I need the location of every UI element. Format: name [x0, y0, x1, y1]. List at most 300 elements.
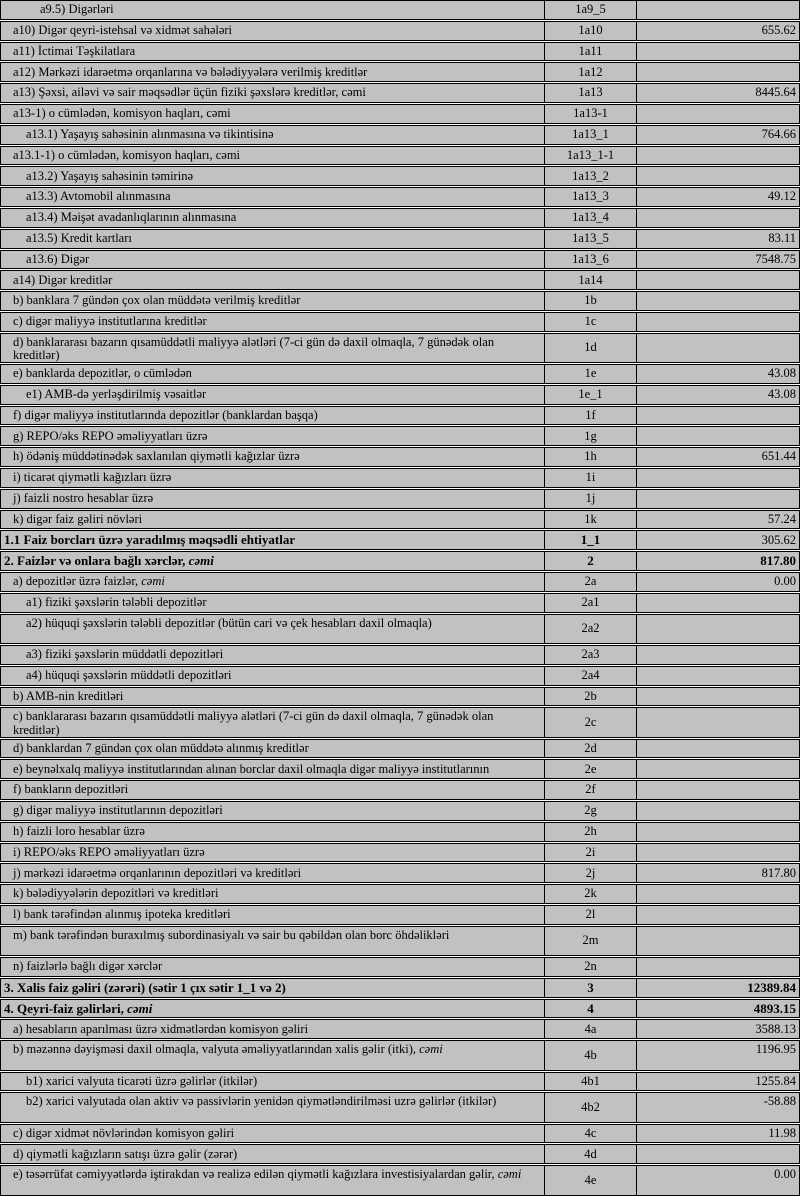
row-value-cell	[637, 333, 800, 363]
row-value-cell	[637, 884, 800, 904]
row-code-cell	[545, 593, 637, 613]
row-label-cell	[0, 270, 545, 290]
row-code-cell	[545, 687, 637, 707]
row-code-cell	[545, 166, 637, 186]
row-label-cell	[0, 447, 545, 467]
row-code: 1g	[584, 428, 597, 443]
row-value: 651.44	[761, 449, 796, 464]
row-code-cell	[545, 104, 637, 124]
row-code-cell	[545, 0, 637, 20]
row-label-cell	[0, 468, 545, 488]
table-row	[0, 843, 800, 863]
row-label-cell	[0, 884, 545, 904]
row-label-cell	[0, 489, 545, 509]
table-row	[0, 551, 800, 571]
row-label-cell	[0, 957, 545, 977]
row-value-cell	[637, 468, 800, 488]
row-code-cell	[545, 312, 637, 332]
row-label: a11) İctimai Təşkilatlara	[13, 43, 136, 58]
row-label-cell	[0, 229, 545, 249]
row-label: c) digər maliyyə institutlarına kreditlər	[13, 314, 207, 329]
table-row	[0, 1092, 800, 1122]
row-value-cell	[637, 312, 800, 332]
row-code: 1_1	[580, 532, 601, 548]
row-label-cell	[0, 593, 545, 613]
table-row	[0, 489, 800, 509]
row-value: 43.08	[767, 366, 796, 381]
row-code-cell	[545, 801, 637, 821]
row-label-cell	[0, 406, 545, 426]
row-value: 49.12	[767, 189, 796, 204]
table-row	[0, 125, 800, 145]
row-label: e) banklarda depozitlər, o cümlədən	[13, 366, 192, 381]
table-row	[0, 62, 800, 82]
row-code: 1a13_1	[572, 126, 609, 141]
row-label: k) bələdiyyələrin depozitləri və kreditləri	[13, 886, 219, 901]
row-code: 1i	[585, 470, 596, 485]
row-label: g) REPO/əks REPO əməliyyatları üzrə	[13, 428, 208, 443]
row-code-cell	[545, 843, 637, 863]
row-label-cell	[0, 104, 545, 124]
row-value-cell	[637, 759, 800, 779]
row-code-cell	[545, 270, 637, 290]
table-row	[0, 229, 800, 249]
row-label: a2) hüquqi şəxslərin tələbli depozitlər (bütün cari və çek hesabları daxil olmaqla)	[26, 615, 432, 630]
row-code: 4b	[584, 1047, 597, 1062]
row-label-cell	[0, 1019, 545, 1039]
row-label: l) bank tərəfindən alınmış ipoteka kreditləri	[13, 907, 231, 922]
row-label-cell	[0, 666, 545, 686]
row-code: 4	[587, 1000, 594, 1016]
row-label: c) banklararası bazarın qısamüddətli maliyyə alətləri (7-ci gün də daxil olmaqla, 7 günədək olan kreditlər)	[13, 709, 494, 737]
row-label-cell	[0, 687, 545, 707]
table-row	[0, 957, 800, 977]
row-label: a13.1) Yaşayış sahəsinin alınmasına və tikintisinə	[26, 126, 274, 141]
row-code-cell	[545, 780, 637, 800]
row-value: 1196.95	[755, 1042, 796, 1057]
row-code: 1a12	[578, 64, 603, 79]
row-label: a13.3) Avtomobil alınmasına	[26, 189, 171, 204]
row-code-cell	[545, 905, 637, 925]
row-label-cell	[0, 426, 545, 446]
row-value-cell	[637, 83, 800, 103]
table-row	[0, 250, 800, 270]
row-label: m) bank tərəfindən buraxılmış subordinasiyalı və sair bu qəbildən olan borc öhdəlikləri	[13, 927, 450, 942]
row-value-cell	[637, 614, 800, 644]
row-label: g) digər maliyyə institutlarının depozitləri	[13, 803, 223, 818]
row-code-cell	[545, 1019, 637, 1039]
row-code: 2h	[584, 823, 597, 838]
row-label-cell	[0, 364, 545, 384]
row-code: 2m	[582, 933, 599, 948]
row-value: 655.62	[761, 22, 796, 37]
row-label-cell	[0, 999, 545, 1019]
row-label: a10) Digər qeyri-istehsal və xidmət sahələri	[13, 22, 233, 37]
row-label: a13-1) o cümlədən, komisyon haqları, cəmi	[13, 106, 231, 121]
row-value: 57.24	[767, 511, 796, 526]
table-row	[0, 801, 800, 821]
row-label: a13.1-1) o cümlədən, komisyon haqları, cəmi	[13, 147, 241, 162]
row-code-cell	[545, 62, 637, 82]
row-code: 2	[587, 553, 594, 569]
row-value-cell	[637, 739, 800, 759]
row-label-cell	[0, 1092, 545, 1122]
row-value-cell	[637, 707, 800, 737]
row-label: d) banklardan 7 gündən çox olan müddətə alınmış kreditlər	[13, 740, 309, 755]
row-label-cell	[0, 208, 545, 228]
row-value: 7548.75	[755, 251, 796, 266]
table-row	[0, 645, 800, 665]
row-value-cell	[637, 1019, 800, 1039]
row-label-cell	[0, 530, 545, 550]
row-label: j) faizli nostro hesablar üzrə	[13, 490, 154, 505]
row-value-cell	[637, 187, 800, 207]
row-label-cell	[0, 739, 545, 759]
row-label: a) hesabların aparılması üzrə xidmətlərdən komisyon gəliri	[13, 1021, 309, 1036]
table-row	[0, 884, 800, 904]
row-code: 1e	[584, 366, 597, 381]
row-code-cell	[545, 208, 637, 228]
row-value: 1255.84	[755, 1073, 796, 1088]
row-code-cell	[545, 42, 637, 62]
table-row	[0, 333, 800, 363]
row-code: 2i	[585, 844, 596, 859]
row-label-cell	[0, 21, 545, 41]
row-label-cell	[0, 510, 545, 530]
row-code: 1k	[584, 511, 597, 526]
row-value: 4893.15	[753, 1000, 796, 1016]
row-label-cell	[0, 125, 545, 145]
row-value-cell	[637, 1072, 800, 1092]
row-value-cell	[637, 229, 800, 249]
row-label: a13) Şəxsi, ailəvi və sair məqsədlər üçün fiziki şəxslərə kreditlər, cəmi	[13, 85, 366, 100]
row-code-cell	[545, 551, 637, 571]
table-row	[0, 146, 800, 166]
row-value: 0.00	[774, 1167, 796, 1182]
table-row	[0, 614, 800, 644]
row-value-cell	[637, 593, 800, 613]
row-value-cell	[637, 166, 800, 186]
row-code: 2n	[584, 959, 597, 974]
row-code: 4d	[584, 1146, 597, 1161]
row-value-cell	[637, 146, 800, 166]
row-value-cell	[637, 645, 800, 665]
row-label-cell	[0, 843, 545, 863]
row-value-cell	[637, 687, 800, 707]
row-code: 1a9_5	[575, 2, 606, 17]
row-code: 1a11	[578, 43, 603, 58]
row-code: 2j	[585, 865, 596, 880]
row-label: b) AMB-nin kreditləri	[13, 688, 124, 703]
row-code-cell	[545, 978, 637, 998]
row-value: 11.98	[768, 1125, 796, 1140]
row-code: 1a13_4	[572, 210, 609, 225]
row-code: 1a13_5	[572, 230, 609, 245]
table-row	[0, 21, 800, 41]
row-code-cell	[545, 1124, 637, 1144]
row-label-cell	[0, 707, 545, 737]
table-row	[0, 863, 800, 883]
row-code: 1a13_1-1	[566, 147, 615, 162]
row-value: 12389.84	[747, 979, 796, 995]
row-value-cell	[637, 666, 800, 686]
row-label: e1) AMB-də yerləşdirilmiş vəsaitlər	[26, 386, 207, 401]
row-code: 1j	[585, 490, 596, 505]
row-code: 1b	[584, 293, 597, 308]
row-code-cell	[545, 645, 637, 665]
row-code: 1a13_2	[572, 168, 609, 183]
row-code: 3	[587, 979, 594, 995]
row-code: 2a1	[581, 594, 600, 609]
table-row	[0, 780, 800, 800]
row-label: c) digər xidmət növlərindən komisyon gəliri	[13, 1125, 235, 1140]
table-row	[0, 978, 800, 998]
table-row	[0, 447, 800, 467]
table-row	[0, 0, 800, 20]
row-value-cell	[637, 0, 800, 20]
row-value-cell	[637, 978, 800, 998]
row-code: 1d	[584, 340, 597, 355]
table-row	[0, 593, 800, 613]
table-row	[0, 291, 800, 311]
row-code-cell	[545, 822, 637, 842]
row-code-cell	[545, 530, 637, 550]
row-label-italic-suffix: cəmi	[497, 1167, 522, 1182]
table-row	[0, 364, 800, 384]
row-label-italic-suffix: cəmi	[127, 1000, 153, 1016]
row-label-cell	[0, 801, 545, 821]
row-value-cell	[637, 957, 800, 977]
table-row	[0, 104, 800, 124]
row-value: 817.80	[760, 553, 796, 569]
row-value: 764.66	[761, 126, 796, 141]
row-code: 1h	[584, 449, 597, 464]
row-label: a3) fiziki şəxslərin müddətli depozitləri	[26, 647, 224, 662]
row-code: 4c	[584, 1125, 597, 1140]
row-code: 2e	[584, 761, 597, 776]
row-code-cell	[545, 406, 637, 426]
row-label: b) banklara 7 gündən çox olan müddətə verilmiş kreditlər	[13, 293, 301, 308]
table-row	[0, 385, 800, 405]
row-label: b2) xarici valyutada olan aktiv və passivlərin yenidən qiymətləndirilməsi uzrə gəlirlər (itkilər)	[26, 1094, 497, 1109]
row-value-cell	[637, 1092, 800, 1122]
row-label: a13.2) Yaşayış sahəsinin təmirinə	[26, 168, 193, 183]
row-value: 3588.13	[755, 1021, 796, 1036]
row-code: 2a2	[581, 621, 600, 635]
row-code-cell	[545, 125, 637, 145]
row-value-cell	[637, 572, 800, 592]
row-label: 4. Qeyri-faiz gəlirləri, cəmi	[4, 1000, 153, 1016]
table-row	[0, 530, 800, 550]
row-code-cell	[545, 83, 637, 103]
row-code-cell	[545, 999, 637, 1019]
table-row	[0, 1144, 800, 1164]
row-code-cell	[545, 229, 637, 249]
row-code-cell	[545, 884, 637, 904]
row-label: h) faizli loro hesablar üzrə	[13, 823, 145, 838]
row-code-cell	[545, 146, 637, 166]
row-label-cell	[0, 83, 545, 103]
row-label: a4) hüquqi şəxslərin müddətli depozitləri	[26, 667, 232, 682]
table-row	[0, 1072, 800, 1092]
row-code: 2g	[584, 803, 597, 818]
row-label: 1.1 Faiz borcları üzrə yaradılmış məqsədli ehtiyatlar	[4, 532, 296, 548]
row-code: 1a13-1	[573, 106, 608, 121]
row-label-cell	[0, 926, 545, 956]
row-label: a9.5) Digərləri	[40, 2, 114, 17]
row-label: a13.4) Məişət avadanlıqlarının alınmasına	[26, 210, 237, 225]
row-code: 1f	[585, 407, 596, 422]
table-row	[0, 187, 800, 207]
row-code-cell	[545, 364, 637, 384]
row-code: 1a14	[578, 272, 603, 287]
row-value-cell	[637, 270, 800, 290]
row-value-cell	[637, 291, 800, 311]
table-row	[0, 572, 800, 592]
table-row	[0, 759, 800, 779]
row-value-cell	[637, 250, 800, 270]
table-row	[0, 905, 800, 925]
row-label-italic-suffix: cəmi	[141, 574, 165, 589]
row-value-cell	[637, 1165, 800, 1195]
row-code-cell	[545, 759, 637, 779]
row-label: e) təsərrüfat cəmiyyətlərdə iştirakdan və realizə edilən qiymətli kağızlara investisiyalardan gəlir, cəmi	[13, 1167, 522, 1182]
row-value-cell	[637, 1144, 800, 1164]
row-value-cell	[637, 843, 800, 863]
row-value-cell	[637, 551, 800, 571]
row-value-cell	[637, 489, 800, 509]
row-code-cell	[545, 1092, 637, 1122]
row-label: n) faizlərlə bağlı digər xərclər	[13, 959, 163, 974]
row-label: a1) fiziki şəxslərin tələbli depozitlər	[26, 594, 207, 609]
row-code: 2a4	[581, 667, 600, 682]
row-label-cell	[0, 863, 545, 883]
row-label: f) digər maliyyə institutlarında depozitlər (banklardan başqa)	[13, 407, 318, 422]
row-label-cell	[0, 312, 545, 332]
row-code-cell	[545, 385, 637, 405]
row-value-cell	[637, 406, 800, 426]
row-value-cell	[637, 863, 800, 883]
row-value-cell	[637, 999, 800, 1019]
row-value-cell	[637, 125, 800, 145]
row-code-cell	[545, 468, 637, 488]
row-label-cell	[0, 759, 545, 779]
row-code-cell	[545, 707, 637, 737]
row-label: j) mərkəzi idarəetmə orqanlarının depozitləri və kreditləri	[13, 865, 302, 880]
row-label-cell	[0, 822, 545, 842]
row-label: b1) xarici valyuta ticarəti üzrə gəlirlər (itkilər)	[26, 1073, 258, 1088]
table-row	[0, 468, 800, 488]
row-label-italic-suffix: cəmi	[188, 553, 214, 569]
table-row	[0, 822, 800, 842]
table-row	[0, 83, 800, 103]
row-code-cell	[545, 250, 637, 270]
row-label-cell	[0, 166, 545, 186]
table-row	[0, 312, 800, 332]
row-label-cell	[0, 551, 545, 571]
row-label-cell	[0, 1165, 545, 1195]
table-row	[0, 270, 800, 290]
table-row	[0, 666, 800, 686]
row-label: h) ödəniş müddətinədək saxlanılan qiymətli kağızlar üzrə	[13, 449, 300, 464]
row-label: i) ticarət qiymətli kağızları üzrə	[13, 470, 172, 485]
row-value-cell	[637, 21, 800, 41]
row-label: d) qiymətli kağızların satışı üzrə gəlir (zərər)	[13, 1146, 238, 1161]
row-code: 2k	[584, 886, 597, 901]
row-label-cell	[0, 1072, 545, 1092]
table-row	[0, 687, 800, 707]
row-value: 8445.64	[755, 85, 796, 100]
row-value-cell	[637, 926, 800, 956]
table-row	[0, 739, 800, 759]
row-code: 2d	[584, 740, 597, 755]
row-label: k) digər faiz gəliri növləri	[13, 511, 143, 526]
row-label-cell	[0, 645, 545, 665]
row-label: f) bankların depozitləri	[13, 782, 129, 797]
row-value-cell	[637, 530, 800, 550]
row-label-cell	[0, 62, 545, 82]
table-row	[0, 42, 800, 62]
row-code: 1a13	[578, 85, 603, 100]
row-label: a12) Mərkəzi idarəetmə orqanlarına və bələdiyyələrə verilmiş kreditlər	[13, 64, 368, 79]
table-row	[0, 1019, 800, 1039]
row-label: 3. Xalis faiz gəliri (zərəri) (sətir 1 çıx sətir 1_1 və 2)	[4, 979, 286, 995]
row-label: a14) Digər kreditlər	[13, 272, 113, 287]
table-row	[0, 707, 800, 737]
row-code-cell	[545, 739, 637, 759]
row-code: 4b1	[581, 1073, 600, 1088]
row-value: 817.80	[761, 865, 796, 880]
row-value-cell	[637, 447, 800, 467]
row-code-cell	[545, 1072, 637, 1092]
row-code: 2a	[584, 574, 597, 589]
row-value-cell	[637, 905, 800, 925]
row-label-cell	[0, 978, 545, 998]
row-code-cell	[545, 926, 637, 956]
row-value-cell	[637, 385, 800, 405]
row-value-cell	[637, 1124, 800, 1144]
row-label: a13.5) Kredit kartları	[26, 230, 132, 245]
row-label-cell	[0, 42, 545, 62]
row-code-cell	[545, 333, 637, 363]
row-value-cell	[637, 822, 800, 842]
row-label: b) məzənnə dəyişməsi daxil olmaqla, valyuta əməliyyatlarından xalis gəlir (itki), cəmi	[13, 1042, 443, 1057]
row-value: 0.00	[774, 574, 796, 589]
row-code: 1a13_6	[572, 251, 609, 266]
row-label-cell	[0, 333, 545, 363]
row-code: 2b	[584, 688, 597, 703]
row-code-cell	[545, 447, 637, 467]
row-label: 2. Faizlər və onlara bağlı xərclər, cəmi	[4, 553, 214, 569]
row-label: d) banklararası bazarın qısamüddətli maliyyə alətləri (7-ci gün də daxil olmaqla, 7 günədək olan kreditlər)	[13, 334, 495, 363]
table-row	[0, 1040, 800, 1070]
row-code-cell	[545, 572, 637, 592]
row-value-cell	[637, 426, 800, 446]
row-code-cell	[545, 187, 637, 207]
row-code: 1c	[584, 314, 597, 329]
row-value-cell	[637, 780, 800, 800]
row-code-cell	[545, 1040, 637, 1070]
table-row	[0, 1124, 800, 1144]
row-label: i) REPO/əks REPO əməliyyatları üzrə	[13, 844, 205, 859]
row-label-cell	[0, 187, 545, 207]
row-value-cell	[637, 104, 800, 124]
row-label-cell	[0, 0, 545, 20]
row-value: -58.88	[763, 1094, 796, 1109]
row-value: 83.11	[768, 230, 796, 245]
row-code-cell	[545, 489, 637, 509]
table-row	[0, 166, 800, 186]
